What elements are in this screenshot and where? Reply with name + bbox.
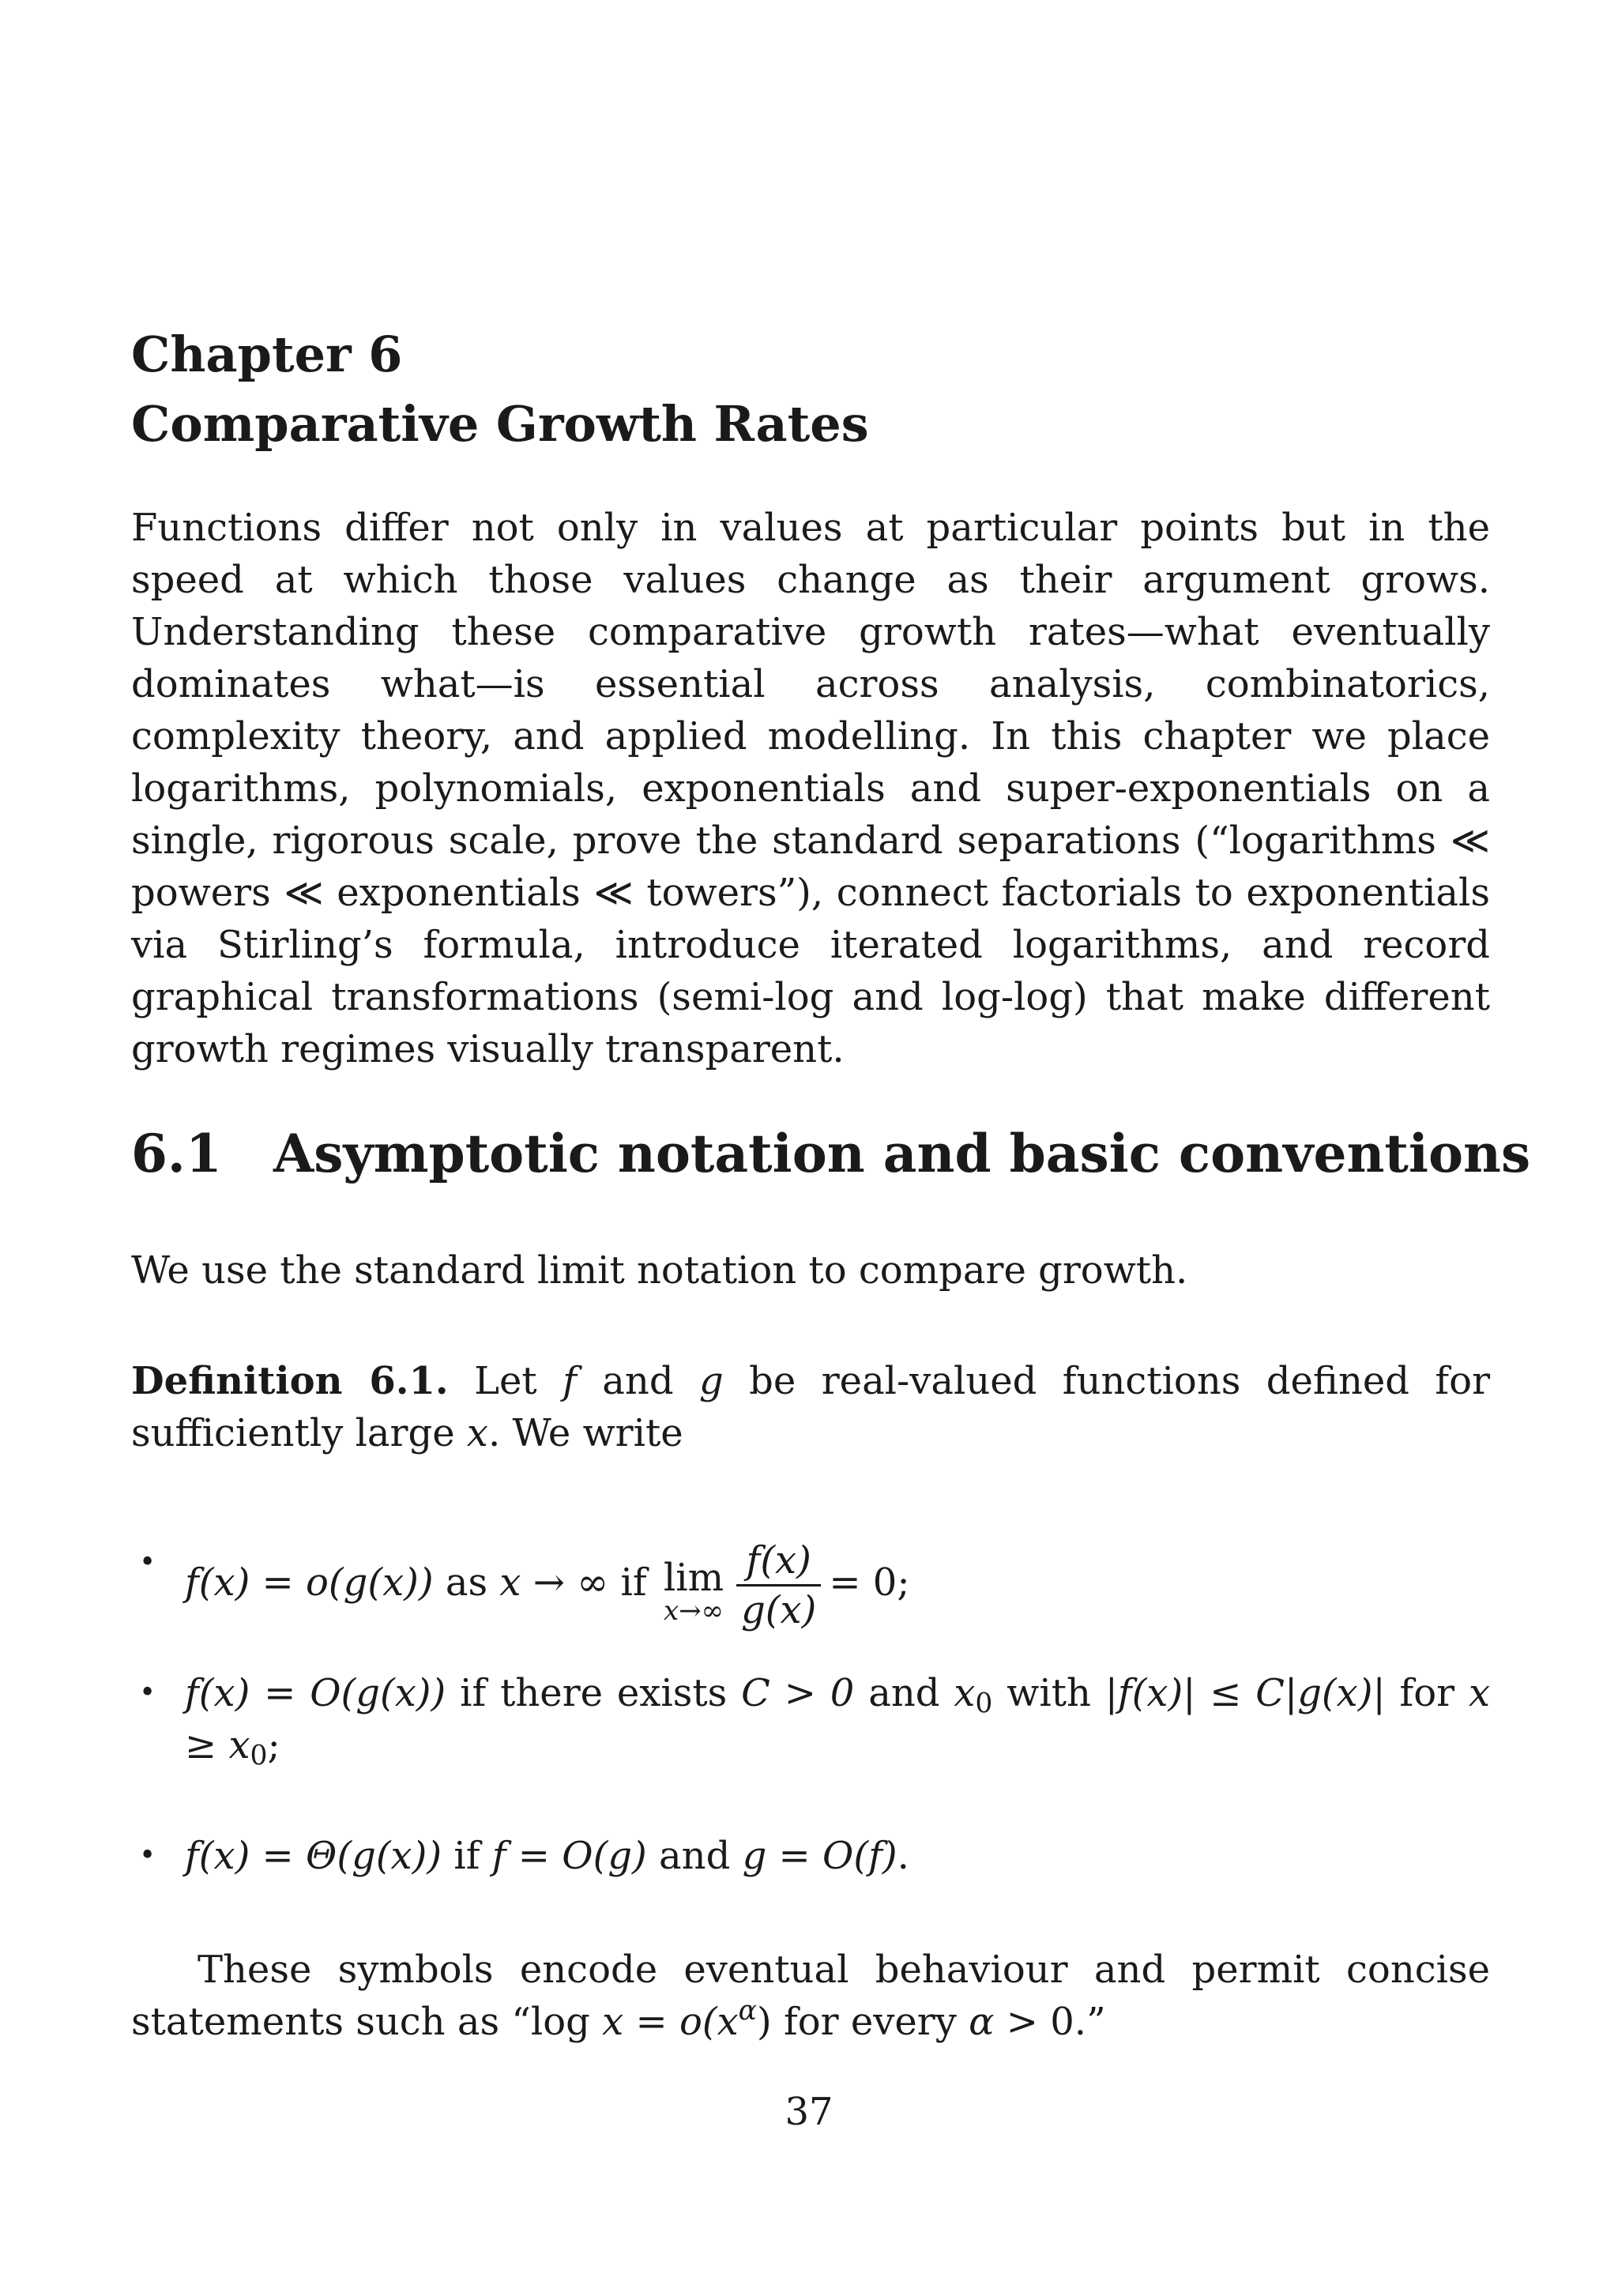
math-expression: f(x) = Θ(g(x)) bbox=[185, 1834, 442, 1878]
definition-text: . We write bbox=[487, 1411, 683, 1455]
bullet-marker: • bbox=[139, 1546, 156, 1579]
bullet-text: for bbox=[1399, 1671, 1455, 1715]
bullet-text: if bbox=[453, 1834, 480, 1878]
math-var-alpha: α bbox=[969, 2000, 995, 2044]
intro-paragraph: Functions differ not only in values at particular points but in the speed at which those values change as their argument grows. Understanding these comparative growth rates—what eventually dominates what—is essential across analysis, combinatorics, complexity theory, and applied modelling. In this chapter we place logarithms, polynomials, exponentials and super-exponentials on a single, rigorous scale, prove the standard separations (“logarithms ≪ powers ≪ exponentials ≪ towers”), connect factorials to exponentials via Stirling’s formula, introduce iterated logarithms, and record graphical transformations (semi-log and log-log) that make different growth regimes visually transparent. bbox=[131, 506, 1490, 1071]
math-subscript: 0 bbox=[975, 1688, 993, 1720]
math-expression: f = O(g) bbox=[491, 1834, 647, 1878]
definition-text: Let bbox=[474, 1359, 537, 1403]
chapter-label: Chapter 6 bbox=[131, 326, 403, 383]
math-var-x: x bbox=[466, 1411, 488, 1455]
math-expression: x ≥ x bbox=[185, 1671, 1491, 1767]
limit-operator bbox=[663, 1555, 724, 1627]
definition-paragraph bbox=[131, 1355, 1490, 1459]
chapter-title: Comparative Growth Rates bbox=[131, 395, 869, 453]
math-expression: = 0; bbox=[829, 1560, 910, 1605]
math-subscript: 0 bbox=[250, 1740, 268, 1772]
fraction-denominator: g(x) bbox=[741, 1588, 817, 1632]
bullet-marker: • bbox=[139, 1677, 156, 1709]
bullet-text: with bbox=[1007, 1671, 1091, 1715]
fraction-numerator: f(x) bbox=[736, 1537, 821, 1586]
definition-text: and bbox=[602, 1359, 674, 1403]
section-number: 6.1 bbox=[131, 1123, 222, 1184]
bullet-text: if bbox=[620, 1560, 647, 1605]
math-expression: g = O(f) bbox=[742, 1834, 897, 1878]
math-expression: f(x) = o(g(x)) bbox=[185, 1560, 434, 1605]
math-punctuation: ; bbox=[267, 1723, 280, 1767]
math-punctuation: ) bbox=[757, 2000, 772, 2044]
section-lead: We use the standard limit notation to compare growth. bbox=[131, 1248, 1188, 1293]
definition-bullet-big-theta bbox=[139, 1830, 1490, 1882]
math-var-x: x bbox=[954, 1671, 976, 1715]
bullet-text: as bbox=[445, 1560, 488, 1605]
math-expression: f(x) = O(g(x)) bbox=[185, 1671, 446, 1715]
closing-text: for every bbox=[771, 2000, 969, 2044]
definition-label: Definition 6.1. bbox=[131, 1359, 449, 1403]
closing-text: > 0.” bbox=[994, 2000, 1106, 2044]
bullet-text: and bbox=[659, 1834, 731, 1878]
definition-bullet-little-o bbox=[139, 1537, 1490, 1634]
math-expression: = o(x bbox=[623, 2000, 739, 2044]
definition-bullet-big-o bbox=[139, 1667, 1491, 1772]
section-heading bbox=[131, 1122, 1530, 1185]
math-var-g: g bbox=[698, 1359, 724, 1403]
limit-word: lim bbox=[663, 1555, 724, 1600]
math-var-x: x bbox=[602, 2000, 624, 2044]
math-expression: C > 0 bbox=[741, 1671, 855, 1715]
math-expression: x → ∞ bbox=[499, 1560, 609, 1605]
math-punctuation: . bbox=[897, 1834, 909, 1878]
section-title: Asymptotic notation and basic conventions bbox=[273, 1123, 1531, 1184]
math-var-f: f bbox=[563, 1359, 577, 1403]
bullet-text: and bbox=[868, 1671, 940, 1715]
closing-paragraph bbox=[131, 1944, 1490, 2048]
bullet-text: if there exists bbox=[460, 1671, 728, 1715]
chapter-heading bbox=[131, 320, 869, 459]
math-expression: |f(x)| ≤ C|g(x)| bbox=[1104, 1671, 1386, 1715]
fraction bbox=[736, 1537, 821, 1634]
definition-text: be real-valued functions defined for sufficiently large bbox=[131, 1359, 1491, 1455]
page-number: 37 bbox=[785, 2090, 833, 2134]
closing-text: These symbols encode eventual behaviour and permit concise statements such as “log bbox=[131, 1948, 1490, 2044]
math-exponent-alpha: α bbox=[738, 1995, 757, 2027]
bullet-marker: • bbox=[139, 1839, 156, 1872]
limit-subscript: x→∞ bbox=[663, 1594, 724, 1627]
